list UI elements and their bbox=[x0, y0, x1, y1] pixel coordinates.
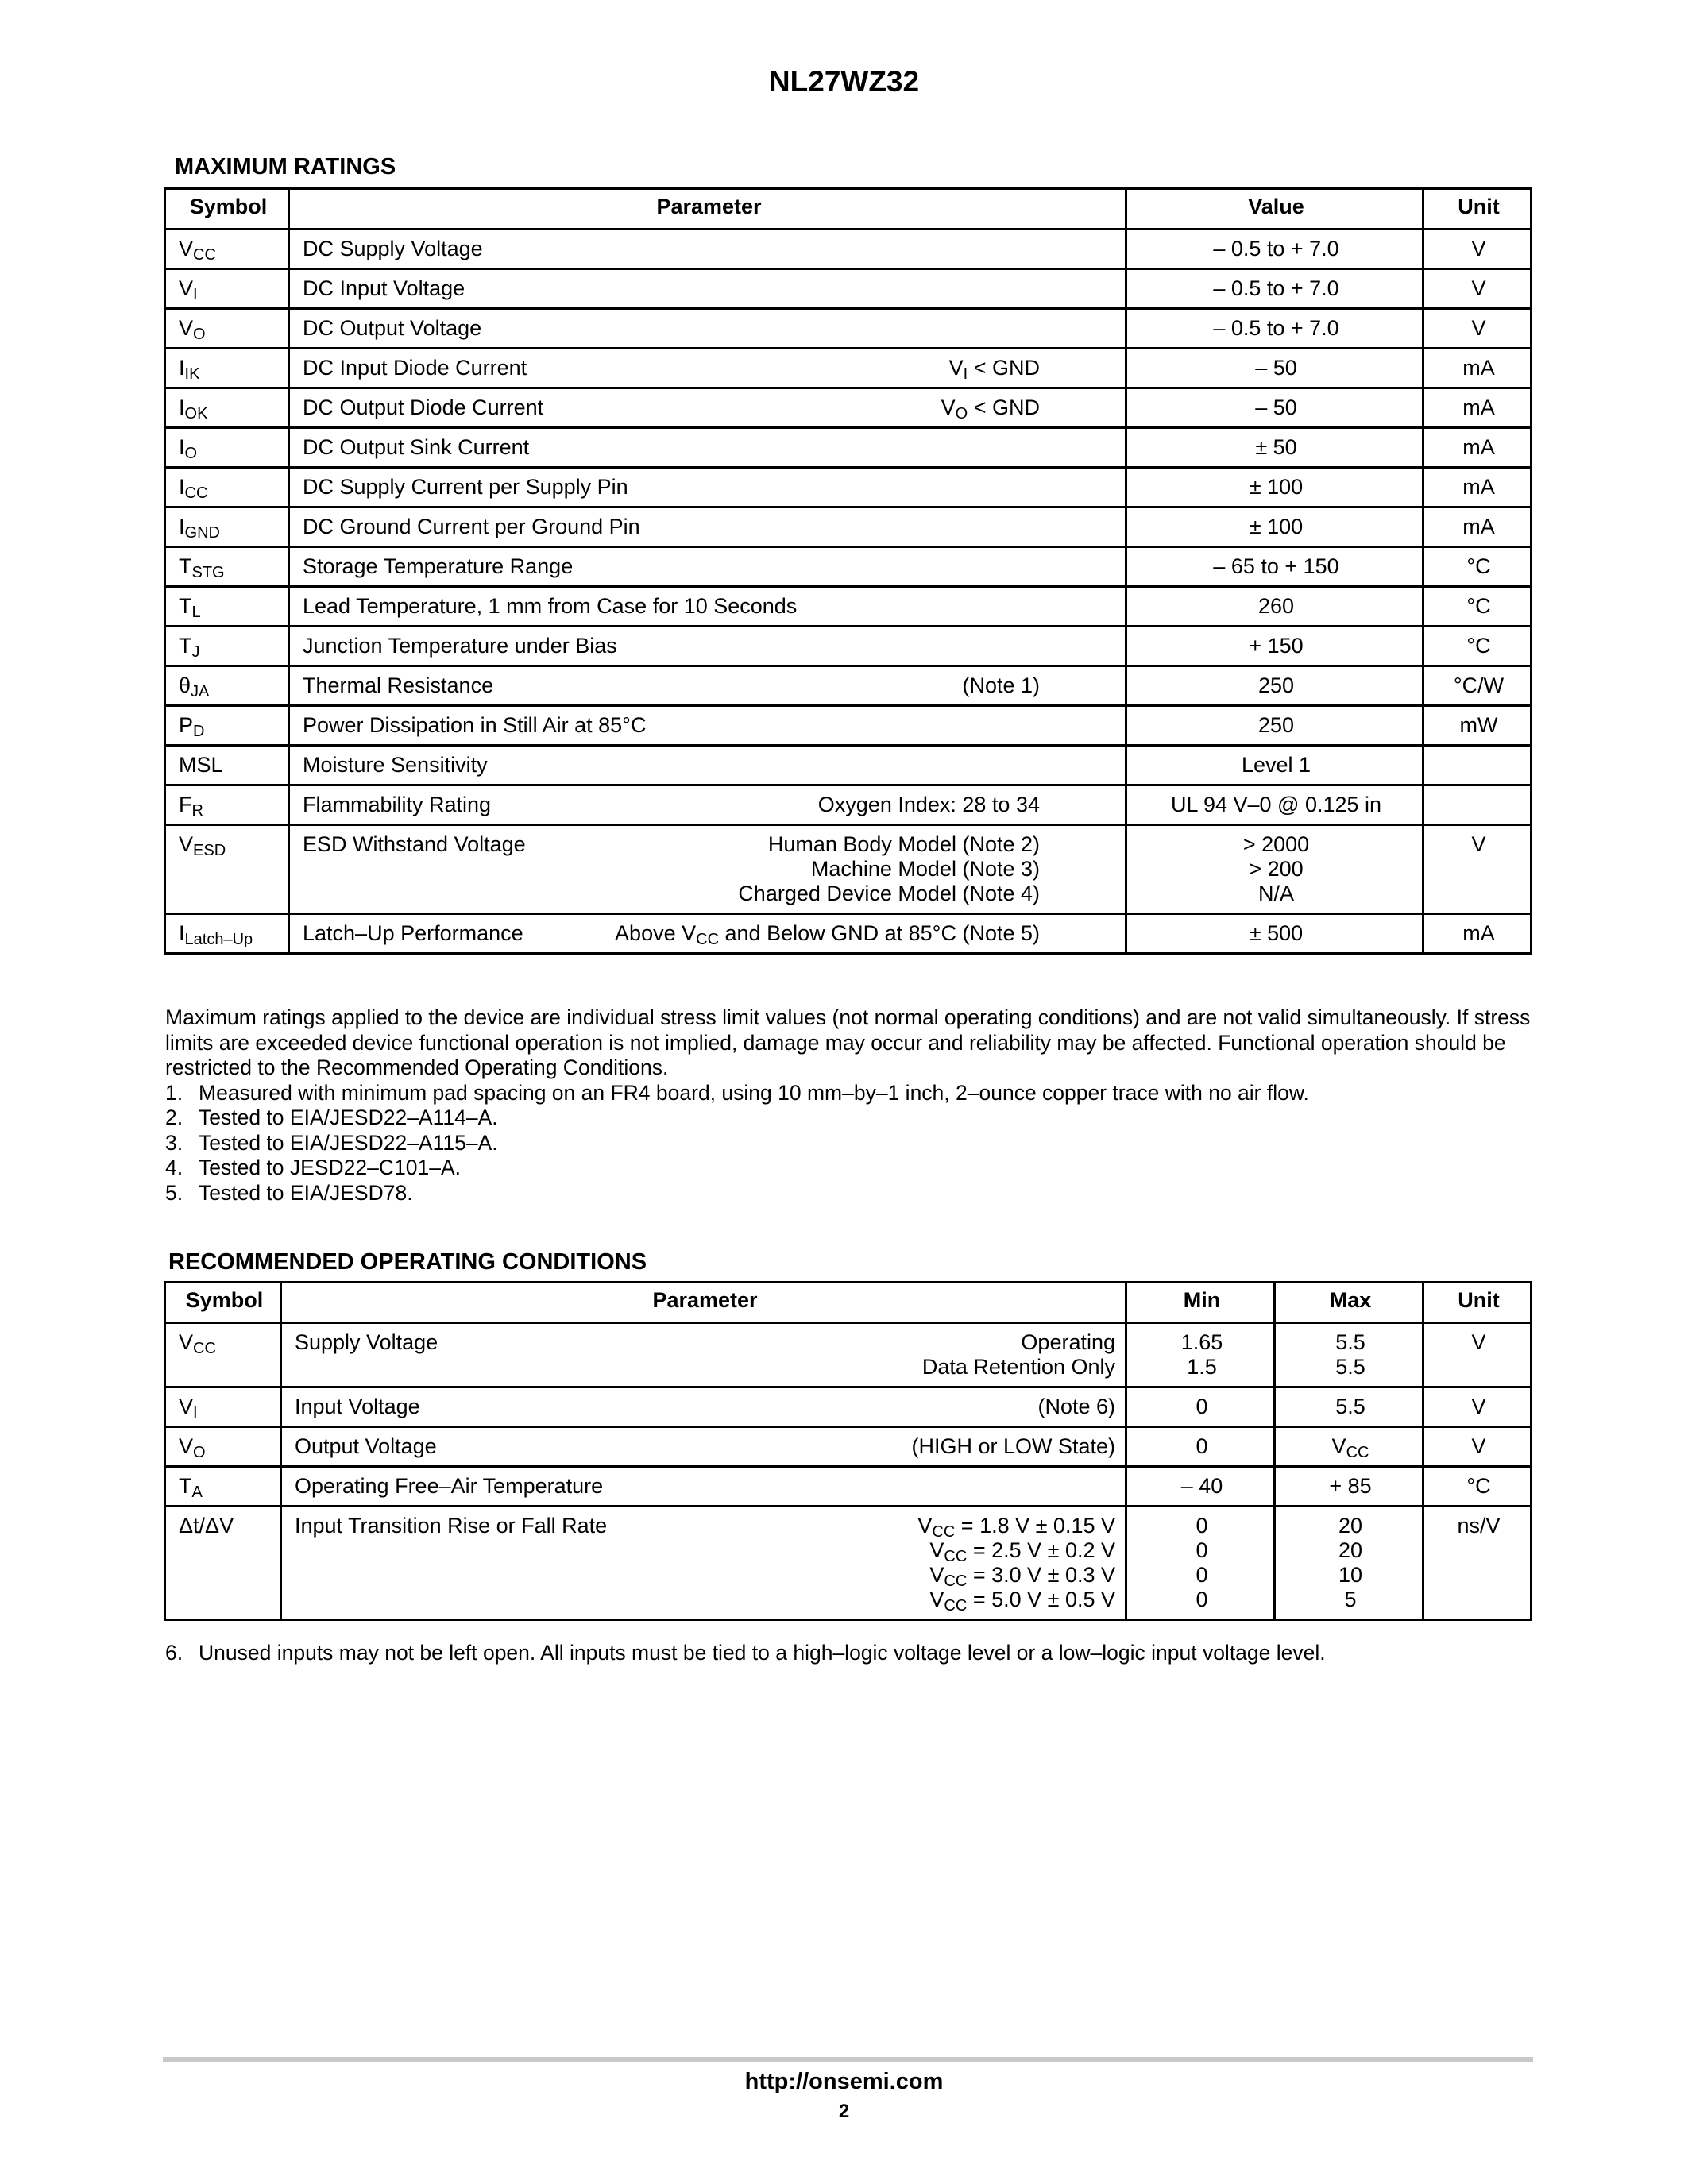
cell-unit: ns/V bbox=[1423, 1507, 1532, 1620]
cell-unit: °C/W bbox=[1423, 666, 1532, 706]
cell-unit: mA bbox=[1423, 388, 1532, 428]
cell-unit: °C bbox=[1423, 547, 1532, 587]
parameter-text: Input Voltage bbox=[295, 1395, 420, 1418]
parameter-text: DC Ground Current per Ground Pin bbox=[303, 515, 640, 538]
parameter-text: Storage Temperature Range bbox=[303, 554, 574, 578]
cell-symbol: $V_I$ bbox=[165, 269, 289, 309]
header-symbol: Symbol bbox=[165, 189, 289, 230]
cell-parameter bbox=[289, 428, 1126, 468]
cell-symbol: $V_I$ bbox=[165, 1387, 281, 1427]
footnote bbox=[165, 1081, 1535, 1106]
parameter-condition: (Note 6) bbox=[1037, 1395, 1115, 1418]
cell-parameter bbox=[289, 388, 1126, 428]
footnote bbox=[165, 1131, 1535, 1156]
table-row bbox=[165, 1467, 1532, 1507]
cell-symbol: $V_{ESD}$ bbox=[165, 825, 289, 914]
cell-symbol: $I_{OK}$ bbox=[165, 388, 289, 428]
cell-value: 250 bbox=[1126, 706, 1423, 746]
header-symbol: Symbol bbox=[165, 1283, 281, 1323]
footnote-text: Tested to EIA/JESD78. bbox=[199, 1180, 413, 1205]
cell-value: + 150 bbox=[1126, 627, 1423, 666]
cell-parameter bbox=[289, 746, 1126, 785]
cell-unit bbox=[1423, 785, 1532, 825]
cell-parameter bbox=[289, 269, 1126, 309]
cell-unit: mA bbox=[1423, 914, 1532, 954]
footnote-number: 5. bbox=[165, 1180, 183, 1205]
cell-max: + 85 bbox=[1275, 1467, 1423, 1507]
cell-parameter bbox=[281, 1323, 1126, 1387]
parameter-condition: (HIGH or LOW State) bbox=[911, 1434, 1115, 1458]
table-row bbox=[165, 1507, 1532, 1620]
cell-min: – 40 bbox=[1126, 1467, 1275, 1507]
cell-value: – 50 bbox=[1126, 388, 1423, 428]
cell-parameter bbox=[281, 1507, 1126, 1620]
cell-parameter bbox=[289, 706, 1126, 746]
footnote bbox=[165, 1106, 1535, 1131]
table-row bbox=[165, 825, 1532, 914]
table-header-row bbox=[165, 1283, 1532, 1323]
parameter-text: DC Output Diode Current bbox=[303, 396, 544, 419]
parameter-text: Input Transition Rise or Fall Rate bbox=[295, 1514, 608, 1538]
footnote-number: 3. bbox=[165, 1130, 183, 1155]
parameter-text: DC Supply Current per Supply Pin bbox=[303, 475, 628, 499]
footer-divider bbox=[163, 2057, 1533, 2062]
cell-parameter bbox=[281, 1387, 1126, 1427]
cell-value: > 2000 > 200 N/A bbox=[1126, 825, 1423, 914]
footnote-number: 2. bbox=[165, 1106, 183, 1129]
table-row bbox=[165, 547, 1532, 587]
rec-note-list bbox=[165, 1641, 1535, 1666]
cell-parameter bbox=[281, 1427, 1126, 1467]
cell-parameter bbox=[289, 627, 1126, 666]
parameter-text: Power Dissipation in Still Air at 85°C bbox=[303, 713, 647, 737]
footnote bbox=[165, 1181, 1535, 1206]
parameter-text: Moisture Sensitivity bbox=[303, 753, 488, 777]
cell-min: 1.65 1.5 bbox=[1126, 1323, 1275, 1387]
cell-min: 0 bbox=[1126, 1427, 1275, 1467]
cell-parameter bbox=[289, 468, 1126, 507]
cell-unit: °C bbox=[1423, 587, 1532, 627]
cell-value: UL 94 V–0 @ 0.125 in bbox=[1126, 785, 1423, 825]
cell-min: 0 0 0 0 bbox=[1126, 1507, 1275, 1620]
table-row bbox=[165, 428, 1532, 468]
table-row bbox=[165, 388, 1532, 428]
footnote-text: Tested to EIA/JESD22–A115–A. bbox=[199, 1130, 498, 1155]
table-row bbox=[165, 468, 1532, 507]
cell-symbol: $T_A$ bbox=[165, 1467, 281, 1507]
table-row bbox=[165, 230, 1532, 269]
cell-value: ± 50 bbox=[1126, 428, 1423, 468]
table-row bbox=[165, 627, 1532, 666]
parameter-text: ESD Withstand Voltage bbox=[303, 832, 526, 856]
cell-unit: V bbox=[1423, 1427, 1532, 1467]
table-row bbox=[165, 1427, 1532, 1467]
cell-parameter bbox=[289, 587, 1126, 627]
cell-value: – 0.5 to + 7.0 bbox=[1126, 309, 1423, 349]
cell-max: 20 20 10 5 bbox=[1275, 1507, 1423, 1620]
parameter-text: Output Voltage bbox=[295, 1434, 437, 1458]
footnote bbox=[165, 1156, 1535, 1181]
cell-symbol: MSL bbox=[165, 746, 289, 785]
cell-parameter bbox=[281, 1467, 1126, 1507]
parameter-text: Operating Free–Air Temperature bbox=[295, 1474, 604, 1498]
cell-symbol: $\theta_{JA}$ bbox=[165, 666, 289, 706]
max-ratings-table bbox=[164, 187, 1532, 955]
parameter-condition: Operating Data Retention Only bbox=[921, 1330, 1115, 1379]
cell-max: 5.5 bbox=[1275, 1387, 1423, 1427]
cell-parameter bbox=[289, 230, 1126, 269]
max-ratings-intro: Maximum ratings applied to the device are individual stress limit values (not normal operating conditions) and are not valid simultaneously. If stress limits are exceeded device functional operation is not implied, damage may occur and reliability may be affected. Functional operation should be restricted to the Recommended Operating Conditions. bbox=[165, 1005, 1531, 1079]
table-row bbox=[165, 785, 1532, 825]
cell-parameter bbox=[289, 507, 1126, 547]
max-ratings-body bbox=[165, 230, 1532, 954]
cell-symbol: $V_O$ bbox=[165, 1427, 281, 1467]
cell-symbol: $V_{CC}$ bbox=[165, 1323, 281, 1387]
parameter-text: Latch–Up Performance bbox=[303, 921, 523, 945]
cell-symbol: $V_O$ bbox=[165, 309, 289, 349]
parameter-text: Lead Temperature, 1 mm from Case for 10 Seconds bbox=[303, 594, 798, 618]
header-unit: Unit bbox=[1423, 189, 1532, 230]
cell-unit bbox=[1423, 746, 1532, 785]
page-number: 2 bbox=[838, 2101, 850, 2122]
cell-unit: V bbox=[1423, 825, 1532, 914]
cell-parameter bbox=[289, 825, 1126, 914]
table-row bbox=[165, 914, 1532, 954]
parameter-condition: Human Body Model (Note 2) Machine Model (Note 3) Charged Device Model (Note 4) bbox=[738, 832, 1040, 905]
table-row bbox=[165, 746, 1532, 785]
cell-value: Level 1 bbox=[1126, 746, 1423, 785]
max-ratings-notes bbox=[165, 1005, 1535, 1206]
header-min: Min bbox=[1126, 1283, 1275, 1323]
cell-value: – 0.5 to + 7.0 bbox=[1126, 269, 1423, 309]
cell-unit: mA bbox=[1423, 349, 1532, 388]
cell-symbol: $T_{STG}$ bbox=[165, 547, 289, 587]
cell-parameter bbox=[289, 309, 1126, 349]
cell-value: ± 500 bbox=[1126, 914, 1423, 954]
parameter-text: Supply Voltage bbox=[295, 1330, 438, 1354]
footnote-text: Tested to EIA/JESD22–A114–A. bbox=[199, 1106, 498, 1129]
parameter-text: Thermal Resistance bbox=[303, 673, 494, 697]
cell-parameter bbox=[289, 785, 1126, 825]
header-parameter: Parameter bbox=[281, 1283, 1126, 1323]
parameter-condition: $V_{CC} = 1.8$ V ± 0.15 V $V_{CC} = 2.5$ V ± 0.2 V $V_{CC} = 3.0$ V ± 0.3 V $V_{CC} = 5.0$ V ± 0.5 V bbox=[917, 1514, 1115, 1615]
cell-unit: mA bbox=[1423, 507, 1532, 547]
parameter-text: Flammability Rating bbox=[303, 793, 492, 816]
cell-unit: °C bbox=[1423, 627, 1532, 666]
cell-symbol: $I_{CC}$ bbox=[165, 468, 289, 507]
parameter-condition: $V_I$ < GND bbox=[948, 356, 1040, 383]
cell-unit: V bbox=[1423, 1387, 1532, 1427]
cell-symbol: $T_L$ bbox=[165, 587, 289, 627]
footnote-text: Unused inputs may not be left open. All inputs must be tied to a high–logic voltage level or a low–logic input voltage level. bbox=[199, 1641, 1326, 1665]
parameter-condition: (Note 1) bbox=[962, 673, 1040, 697]
parameter-text: DC Input Diode Current bbox=[303, 356, 527, 380]
table-header-row bbox=[165, 189, 1532, 230]
cell-symbol: $P_D$ bbox=[165, 706, 289, 746]
cell-unit: mA bbox=[1423, 468, 1532, 507]
cell-parameter bbox=[289, 349, 1126, 388]
table-row bbox=[165, 309, 1532, 349]
cell-unit: V bbox=[1423, 1323, 1532, 1387]
footnote bbox=[165, 1641, 1535, 1666]
header-parameter: Parameter bbox=[289, 189, 1126, 230]
cell-min: 0 bbox=[1126, 1387, 1275, 1427]
table-row bbox=[165, 1323, 1532, 1387]
cell-max: 5.5 5.5 bbox=[1275, 1323, 1423, 1387]
cell-unit: V bbox=[1423, 230, 1532, 269]
table-row bbox=[165, 706, 1532, 746]
parameter-text: DC Supply Voltage bbox=[303, 237, 483, 260]
cell-symbol: Δt/ΔV bbox=[165, 1507, 281, 1620]
parameter-condition: Oxygen Index: 28 to 34 bbox=[817, 793, 1040, 816]
cell-unit: V bbox=[1423, 309, 1532, 349]
cell-symbol: $I_{GND}$ bbox=[165, 507, 289, 547]
document-title: NL27WZ32 bbox=[768, 65, 920, 98]
cell-unit: mA bbox=[1423, 428, 1532, 468]
cell-symbol: $I_{Latch-Up}$ bbox=[165, 914, 289, 954]
table-row bbox=[165, 269, 1532, 309]
table-row bbox=[165, 349, 1532, 388]
table-row bbox=[165, 507, 1532, 547]
footnote-number: 1. bbox=[165, 1080, 183, 1105]
cell-unit: mW bbox=[1423, 706, 1532, 746]
cell-parameter bbox=[289, 547, 1126, 587]
parameter-text: DC Input Voltage bbox=[303, 276, 465, 300]
cell-value: – 65 to + 150 bbox=[1126, 547, 1423, 587]
table-row bbox=[165, 1387, 1532, 1427]
cell-value: – 0.5 to + 7.0 bbox=[1126, 230, 1423, 269]
cell-symbol: $I_{IK}$ bbox=[165, 349, 289, 388]
cell-value: ± 100 bbox=[1126, 507, 1423, 547]
footnote-number: 6. bbox=[165, 1641, 183, 1665]
rec-conditions-title: RECOMMENDED OPERATING CONDITIONS bbox=[168, 1249, 647, 1275]
rec-conditions-body bbox=[165, 1323, 1532, 1620]
rec-conditions-table bbox=[164, 1281, 1532, 1621]
footnote-text: Measured with minimum pad spacing on an FR4 board, using 10 mm–by–1 inch, 2–ounce copper trace with no air flow. bbox=[199, 1080, 1309, 1105]
max-note-list bbox=[165, 1081, 1535, 1206]
cell-value: 260 bbox=[1126, 587, 1423, 627]
cell-value: ± 100 bbox=[1126, 468, 1423, 507]
cell-symbol: $I_O$ bbox=[165, 428, 289, 468]
table-row bbox=[165, 587, 1532, 627]
cell-value: – 50 bbox=[1126, 349, 1423, 388]
cell-max: $V_{CC}$ bbox=[1275, 1427, 1423, 1467]
cell-symbol: $F_R$ bbox=[165, 785, 289, 825]
footnote-number: 4. bbox=[165, 1156, 183, 1179]
cell-unit: V bbox=[1423, 269, 1532, 309]
footer-url[interactable]: http://onsemi.com bbox=[744, 2069, 944, 2094]
header-max: Max bbox=[1275, 1283, 1423, 1323]
max-ratings-title: MAXIMUM RATINGS bbox=[175, 154, 396, 179]
cell-value: 250 bbox=[1126, 666, 1423, 706]
parameter-text: Junction Temperature under Bias bbox=[303, 634, 617, 658]
cell-parameter bbox=[289, 914, 1126, 954]
parameter-text: DC Output Sink Current bbox=[303, 435, 530, 459]
cell-symbol: $V_{CC}$ bbox=[165, 230, 289, 269]
parameter-text: DC Output Voltage bbox=[303, 316, 482, 340]
header-unit: Unit bbox=[1423, 1283, 1532, 1323]
cell-parameter bbox=[289, 666, 1126, 706]
table-row bbox=[165, 666, 1532, 706]
cell-symbol: $T_J$ bbox=[165, 627, 289, 666]
cell-unit: °C bbox=[1423, 1467, 1532, 1507]
footnote-text: Tested to JESD22–C101–A. bbox=[199, 1156, 461, 1179]
parameter-condition: Above $V_{CC}$ and Below GND at 85°C (Note 5) bbox=[615, 921, 1040, 948]
rec-conditions-notes bbox=[165, 1641, 1535, 1666]
header-value: Value bbox=[1126, 189, 1423, 230]
parameter-condition: $V_O$ < GND bbox=[941, 396, 1040, 423]
